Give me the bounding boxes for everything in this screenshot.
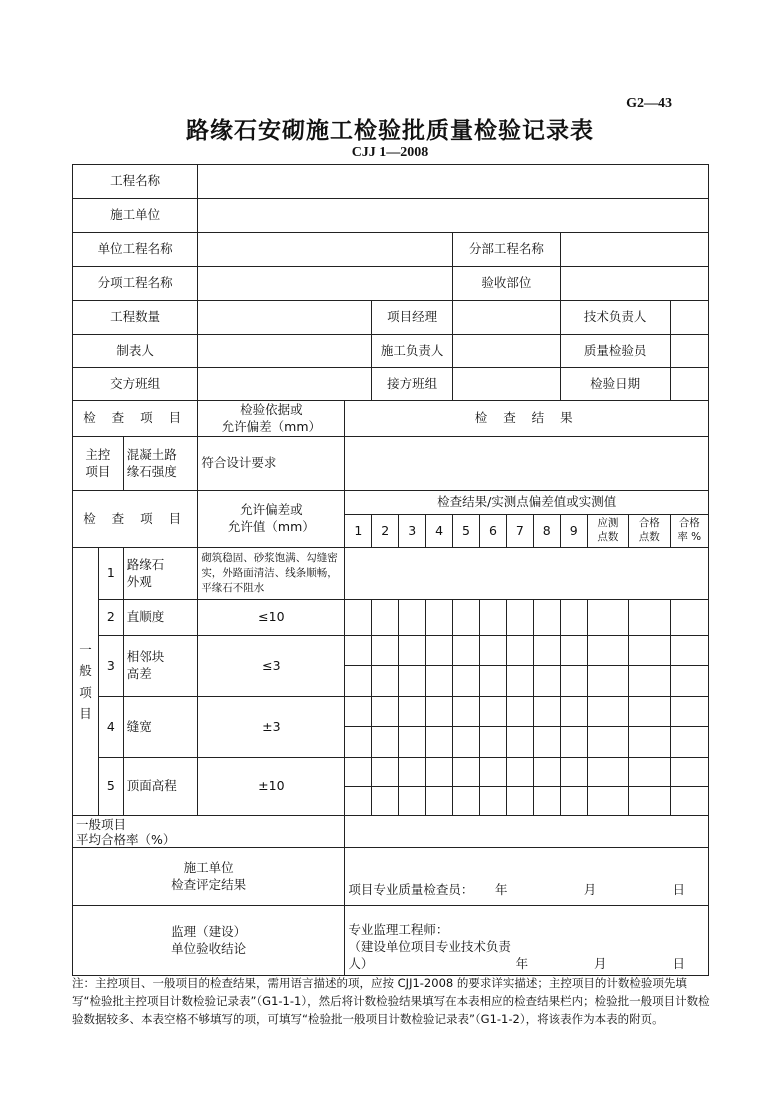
value-technical-lead[interactable]: [670, 301, 709, 335]
point-number: 9: [560, 515, 587, 548]
measurement-cell[interactable]: [587, 636, 628, 666]
measurement-cell[interactable]: [560, 636, 587, 666]
measurement-cell[interactable]: [372, 697, 399, 727]
measurement-cell[interactable]: [506, 727, 533, 758]
measurement-cell[interactable]: [670, 636, 709, 666]
col-points-to-measure: 应测 点数: [587, 515, 628, 548]
general-header-tolerance: 允许偏差或 允许值（mm）: [198, 491, 345, 548]
footnote: 注：主控项目、一般项目的检查结果，需用语言描述的项，应按 CJJ1-2008 的要求详实描述；主控项目的计数检验项先填写“检验批主控项目计数检验记录表”（G1-1-1），然后将计数检验结果填写在本表相应的检查结果栏内；检验批一般项目计数检验数据较多、本表空格不够填写的项，可填写“检验批一般项目计数检验记录表”（G1-1-2），将该表作为本表的附页。: [72, 976, 710, 1026]
measurement-cell[interactable]: [629, 787, 670, 816]
label-project-name: 工程名称: [73, 165, 198, 199]
item-name: 顶面高程: [123, 758, 198, 816]
measurement-cell[interactable]: [479, 666, 506, 697]
value-acceptance-part[interactable]: [560, 267, 708, 301]
measurement-cell[interactable]: [399, 787, 426, 816]
measurement-cell[interactable]: [479, 727, 506, 758]
measurement-cell[interactable]: [506, 636, 533, 666]
measurement-cell[interactable]: [372, 666, 399, 697]
measurement-cell[interactable]: [587, 727, 628, 758]
construction-signer-label: 项目专业质量检查员：: [348, 882, 474, 898]
measurement-cell[interactable]: [670, 600, 709, 636]
measurement-cell[interactable]: [399, 666, 426, 697]
measurement-cell[interactable]: [560, 600, 587, 636]
measurement-cell[interactable]: [629, 697, 670, 727]
measurement-cell[interactable]: [345, 666, 372, 697]
item-tolerance: ≤10: [198, 600, 345, 636]
measurement-cell[interactable]: [506, 666, 533, 697]
measurement-cell[interactable]: [399, 697, 426, 727]
item-number: 4: [98, 697, 123, 758]
measurement-cell[interactable]: [670, 697, 709, 727]
measurement-cell[interactable]: [345, 600, 372, 636]
measurement-cell[interactable]: [506, 600, 533, 636]
col-pass-rate: 合格 率 %: [670, 515, 709, 548]
measurement-cell[interactable]: [372, 787, 399, 816]
general-header-item: 检 查 项 目: [73, 491, 198, 548]
item-tolerance: ±10: [198, 758, 345, 816]
measurement-cell[interactable]: [587, 666, 628, 697]
point-number: 6: [479, 515, 506, 548]
measurement-cell[interactable]: [453, 666, 480, 697]
date-day-label: 日: [672, 956, 685, 972]
measurement-cell[interactable]: [453, 787, 480, 816]
point-number: 5: [453, 515, 480, 548]
date-year-label: 年: [495, 882, 508, 898]
measurement-cell[interactable]: [399, 758, 426, 787]
item-tolerance: 砌筑稳固、砂浆饱满、勾缝密实，外路面清洁、线条顺畅，平缘石不阻水: [198, 548, 345, 600]
label-construction-unit: 施工单位: [73, 199, 198, 233]
item-number: 5: [98, 758, 123, 816]
main-control-result[interactable]: [345, 437, 709, 491]
measurement-cell[interactable]: [426, 787, 453, 816]
value-project-manager[interactable]: [453, 301, 561, 335]
value-tabulator[interactable]: [198, 335, 372, 368]
general-avg-rate-value[interactable]: [345, 816, 709, 848]
measurement-cell[interactable]: [426, 636, 453, 666]
item-number: 1: [98, 548, 123, 600]
item-number: 3: [98, 636, 123, 697]
measurement-cell[interactable]: [372, 600, 399, 636]
construction-conclusion-label: 施工单位 检查评定结果: [73, 848, 345, 906]
point-number: 1: [345, 515, 372, 548]
measurement-cell[interactable]: [587, 697, 628, 727]
measurement-cell[interactable]: [453, 697, 480, 727]
measurement-cell[interactable]: [426, 697, 453, 727]
label-unit-project-name: 单位工程名称: [73, 233, 198, 267]
measurement-cell[interactable]: [533, 697, 560, 727]
main-control-item-basis: 符合设计要求: [198, 437, 345, 491]
label-division-project-name: 分部工程名称: [453, 233, 561, 267]
label-inspection-date: 检验日期: [560, 368, 670, 401]
supervision-signer-label: 专业监理工程师： （建设单位项目专业技术负责人）: [348, 922, 511, 972]
measurement-cell[interactable]: [426, 600, 453, 636]
measurement-cell[interactable]: [533, 636, 560, 666]
main-header-basis: 检验依据或 允许偏差（mm）: [198, 401, 345, 437]
label-tabulator: 制表人: [73, 335, 198, 368]
value-subitem-project-name[interactable]: [198, 267, 453, 301]
measurement-cell[interactable]: [479, 697, 506, 727]
measurement-cell[interactable]: [453, 727, 480, 758]
measurement-cell[interactable]: [670, 758, 709, 787]
measurement-cell[interactable]: [372, 758, 399, 787]
item-name: 直顺度: [123, 600, 198, 636]
label-handover-team: 交方班组: [73, 368, 198, 401]
measurement-cell[interactable]: [506, 758, 533, 787]
label-acceptance-part: 验收部位: [453, 267, 561, 301]
measurement-cell[interactable]: [533, 727, 560, 758]
form-title: 路缘石安砌施工检验批质量检验记录表: [186, 118, 594, 144]
measurement-cell[interactable]: [453, 758, 480, 787]
measurement-cell[interactable]: [533, 666, 560, 697]
item-result[interactable]: [345, 548, 709, 600]
measurement-cell[interactable]: [426, 727, 453, 758]
date-day-label: 日: [672, 882, 685, 898]
value-construction-lead[interactable]: [453, 335, 561, 368]
point-number: 4: [426, 515, 453, 548]
label-project-manager: 项目经理: [372, 301, 453, 335]
measurement-cell[interactable]: [560, 666, 587, 697]
main-control-group-label: 主控 项目: [73, 437, 124, 491]
measurement-cell[interactable]: [533, 600, 560, 636]
supervision-conclusion-label: 监理（建设） 单位验收结论: [73, 906, 345, 976]
label-technical-lead: 技术负责人: [560, 301, 670, 335]
item-tolerance: ±3: [198, 697, 345, 758]
general-header-results: 检查结果/实测点偏差值或实测值: [345, 491, 709, 515]
measurement-cell[interactable]: [587, 600, 628, 636]
measurement-cell[interactable]: [345, 697, 372, 727]
measurement-cell[interactable]: [479, 758, 506, 787]
measurement-cell[interactable]: [399, 600, 426, 636]
label-subitem-project-name: 分项工程名称: [73, 267, 198, 301]
general-group-label: 一 般 项 目: [73, 548, 99, 816]
point-number: 3: [399, 515, 426, 548]
point-number: 2: [372, 515, 399, 548]
date-year-label: 年: [515, 956, 529, 972]
measurement-cell[interactable]: [345, 636, 372, 666]
item-name: 缝宽: [123, 697, 198, 758]
measurement-cell[interactable]: [453, 600, 480, 636]
item-tolerance: ≤3: [198, 636, 345, 697]
main-header-item: 检 查 项 目: [73, 401, 198, 437]
inspection-record-table: [72, 164, 709, 976]
measurement-cell[interactable]: [345, 787, 372, 816]
standard-reference: CJJ 1—2008: [351, 145, 429, 160]
measurement-cell[interactable]: [399, 636, 426, 666]
item-number: 2: [98, 600, 123, 636]
measurement-cell[interactable]: [479, 787, 506, 816]
value-project-name[interactable]: [198, 165, 709, 199]
measurement-cell[interactable]: [426, 758, 453, 787]
item-name: 路缘石 外观: [123, 548, 198, 600]
measurement-cell[interactable]: [533, 758, 560, 787]
value-construction-unit[interactable]: [198, 199, 709, 233]
value-receiving-team[interactable]: [453, 368, 561, 401]
value-inspection-date[interactable]: [670, 368, 709, 401]
point-number: 8: [533, 515, 560, 548]
measurement-cell[interactable]: [345, 727, 372, 758]
measurement-cell[interactable]: [426, 666, 453, 697]
measurement-cell[interactable]: [506, 697, 533, 727]
measurement-cell[interactable]: [345, 758, 372, 787]
measurement-cell[interactable]: [399, 727, 426, 758]
measurement-cell[interactable]: [629, 600, 670, 636]
measurement-cell[interactable]: [560, 758, 587, 787]
measurement-cell[interactable]: [372, 636, 399, 666]
main-control-item-name: 混凝土路 缘石强度: [123, 437, 198, 491]
measurement-cell[interactable]: [629, 727, 670, 758]
construction-conclusion-field[interactable]: [345, 848, 709, 906]
date-month-label: 月: [583, 882, 597, 898]
measurement-cell[interactable]: [587, 758, 628, 787]
item-name: 相邻块 高差: [123, 636, 198, 697]
measurement-cell[interactable]: [629, 758, 670, 787]
measurement-cell[interactable]: [670, 727, 709, 758]
col-qualified-points: 合格 点数: [629, 515, 670, 548]
measurement-cell[interactable]: [479, 600, 506, 636]
value-division-project-name[interactable]: [560, 233, 708, 267]
measurement-cell[interactable]: [670, 666, 709, 697]
label-receiving-team: 接方班组: [372, 368, 453, 401]
measurement-cell[interactable]: [533, 787, 560, 816]
general-avg-rate-label: 一般项目 平均合格率（%）: [73, 816, 345, 848]
label-quality-inspector: 质量检验员: [560, 335, 670, 368]
label-construction-lead: 施工负责人: [372, 335, 453, 368]
measurement-cell[interactable]: [560, 787, 587, 816]
form-code: G2—43: [626, 96, 672, 111]
label-quantity: 工程数量: [73, 301, 198, 335]
measurement-cell[interactable]: [560, 727, 587, 758]
supervision-conclusion-field[interactable]: [345, 906, 709, 976]
measurement-cell[interactable]: [629, 636, 670, 666]
value-quantity[interactable]: [198, 301, 372, 335]
measurement-cell[interactable]: [629, 666, 670, 697]
value-quality-inspector[interactable]: [670, 335, 709, 368]
measurement-cell[interactable]: [453, 636, 480, 666]
value-handover-team[interactable]: [198, 368, 372, 401]
point-number: 7: [506, 515, 533, 548]
main-header-result: 检 查 结 果: [345, 401, 709, 437]
measurement-cell[interactable]: [670, 787, 709, 816]
measurement-cell[interactable]: [372, 727, 399, 758]
date-month-label: 月: [594, 956, 607, 972]
value-unit-project-name[interactable]: [198, 233, 453, 267]
measurement-cell[interactable]: [506, 787, 533, 816]
measurement-cell[interactable]: [479, 636, 506, 666]
measurement-cell[interactable]: [587, 787, 628, 816]
measurement-cell[interactable]: [560, 697, 587, 727]
